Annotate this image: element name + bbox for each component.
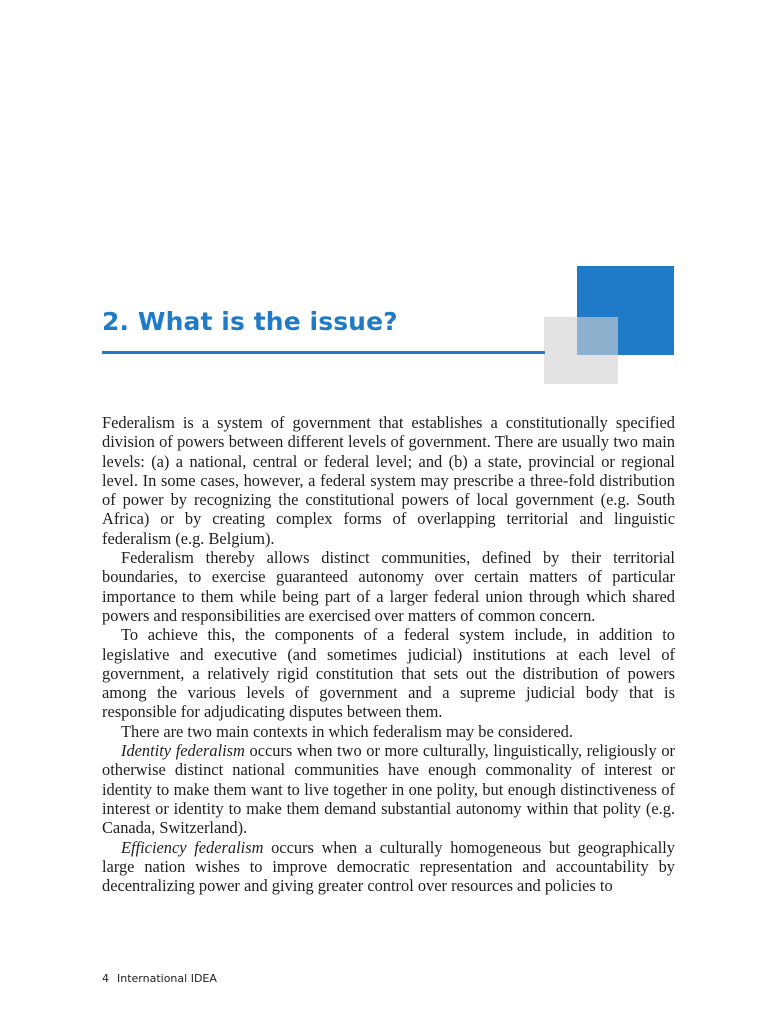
page-footer (102, 972, 217, 985)
paragraph-6-text: occurs when a culturally homogeneous but geographically large nation wishes to improve democratic representation and accountability by decentralizing power and giving greater control over resources and policies to (102, 837, 675, 896)
paragraph-2: Federalism thereby allows distinct communities, defined by their territorial boundaries, to exercise guaranteed autonomy over certain matters of particular importance to them while being part of a larger federal union through which shared powers and responsibilities are exercised over matters of common concern. (102, 548, 675, 625)
page-number: 4 (102, 972, 109, 985)
paragraph-5 (102, 741, 675, 837)
paragraph-4: There are two main contexts in which federalism may be considered. (121, 721, 573, 741)
term-efficiency-federalism: Efficiency federalism (121, 837, 264, 857)
section-title: 2. What is the issue? (102, 307, 398, 336)
term-identity-federalism: Identity federalism (121, 741, 245, 761)
title-underline (102, 351, 545, 354)
paragraph-3: To achieve this, the components of a federal system include, in addition to legislative and executive (and sometimes judicial) institutions at each level of government, a relatively rigid constitution that sets out the distribution of powers among the various levels of government and a supreme judicial body that is responsible for adjudicating disputes between them. (102, 625, 675, 722)
body-text (102, 413, 675, 895)
paragraph-6 (102, 838, 675, 896)
decorative-overlap-square (577, 317, 618, 355)
paragraph-1: Federalism is a system of government that establishes a constitutionally specified division of powers between different levels of government. There are usually two main levels: (a) a national, central or federal level; and (b) a state, provincial or regional level. In some cases, however, a federal system may prescribe a three-fold distribution of power by recognizing the constitutional powers of local government (e.g. South Africa) or by creating complex forms of overlapping territorial and linguistic federalism (e.g. Belgium). (102, 413, 675, 548)
publisher-name: International IDEA (117, 972, 217, 985)
paragraph-5-text: occurs when two or more culturally, linguistically, religiously or otherwise distinct national communities have enough commonality of interest or identity to make them want to live together in one polity, but enough distinctiveness of interest or identity to make them demand substantial autonomy within that polity (e.g. Canada, Switzerland). (102, 741, 675, 838)
